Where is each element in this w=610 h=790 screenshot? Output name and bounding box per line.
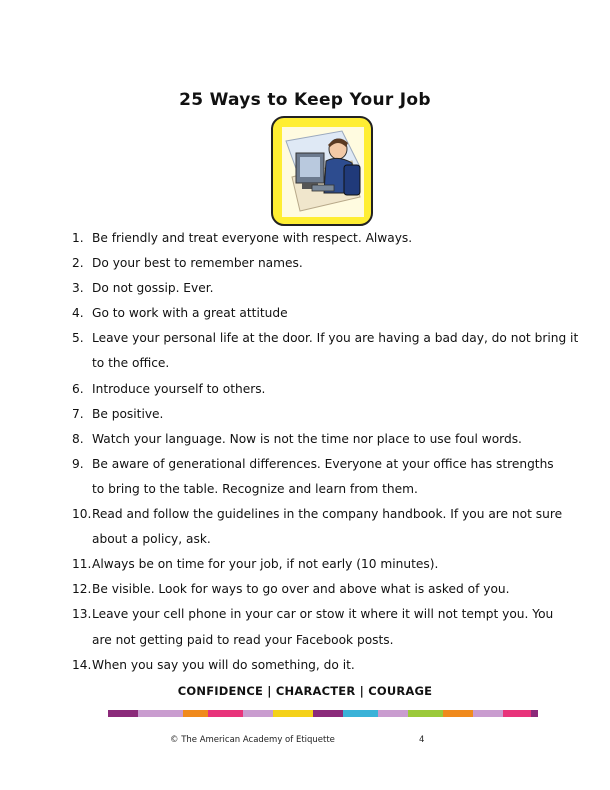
- strip-segment: [183, 710, 208, 717]
- item-number: 13.: [72, 607, 92, 622]
- item-text: Go to work with a great attitude: [92, 306, 288, 321]
- list-item: [72, 577, 592, 602]
- strip-segment: [243, 710, 273, 717]
- item-number: 3.: [72, 281, 84, 296]
- computer-worker-icon: [282, 127, 364, 217]
- item-text: Watch your language. Now is not the time nor place to use foul words.: [92, 431, 522, 446]
- strip-segment: [503, 710, 531, 717]
- list-item: [72, 653, 592, 678]
- item-number: 11.: [72, 557, 92, 572]
- item-text: When you say you will do something, do it.: [92, 657, 355, 672]
- strip-segment: [408, 710, 443, 717]
- item-number: 7.: [72, 406, 84, 421]
- tips-list: [72, 226, 592, 678]
- list-item: [72, 226, 592, 251]
- item-number: 10.: [72, 507, 92, 522]
- strip-segment: [138, 710, 183, 717]
- item-text: Do not gossip. Ever.: [92, 281, 214, 296]
- item-number: 4.: [72, 306, 84, 321]
- strip-segment: [443, 710, 473, 717]
- list-item: [72, 502, 592, 552]
- item-text: Leave your cell phone in your car or stow it where it will not tempt you. You: [92, 607, 554, 622]
- item-text: Read and follow the guidelines in the company handbook. If you are not sure: [92, 507, 563, 522]
- list-item: [72, 301, 592, 326]
- page-number: 4: [419, 735, 425, 745]
- list-item: [72, 326, 592, 376]
- strip-segment: [108, 710, 138, 717]
- strip-segment: [208, 710, 243, 717]
- decorative-color-strip: [108, 710, 538, 717]
- item-number: 2.: [72, 256, 84, 271]
- item-text: Introduce yourself to others.: [92, 381, 266, 396]
- strip-segment: [313, 710, 343, 717]
- strip-segment: [273, 710, 313, 717]
- list-item: [72, 552, 592, 577]
- item-text: Leave your personal life at the door. If you are having a bad day, do not bring it: [92, 331, 579, 346]
- item-text-continued: to the office.: [92, 356, 170, 371]
- office-worker-clipart: [271, 116, 373, 226]
- tagline: CONFIDENCE | CHARACTER | COURAGE: [177, 684, 433, 698]
- strip-segment: [378, 710, 408, 717]
- item-text-continued: are not getting paid to read your Facebook posts.: [92, 632, 394, 647]
- item-number: 1.: [72, 231, 84, 245]
- page-title: 25 Ways to Keep Your Job: [179, 90, 431, 110]
- footer-copyright: © The American Academy of Etiquette: [170, 735, 335, 745]
- list-item: [72, 377, 592, 402]
- strip-segment: [531, 710, 538, 717]
- item-number: 8.: [72, 431, 84, 446]
- list-item: [72, 452, 592, 502]
- item-text: Be aware of generational differences. Everyone at your office has strengths: [92, 456, 554, 471]
- list-item: [72, 427, 592, 452]
- item-text: Do your best to remember names.: [92, 256, 303, 271]
- list-item: [72, 402, 592, 427]
- list-item: [72, 276, 592, 301]
- item-number: 6.: [72, 381, 84, 396]
- list-item: [72, 602, 592, 652]
- item-text: Be visible. Look for ways to go over and above what is asked of you.: [92, 582, 510, 597]
- item-number: 14.: [72, 657, 92, 672]
- item-text-continued: about a policy, ask.: [92, 532, 211, 547]
- strip-segment: [473, 710, 503, 717]
- item-number: 9.: [72, 456, 84, 471]
- item-text: Be positive.: [92, 406, 164, 421]
- item-text-continued: to bring to the table. Recognize and learn from them.: [92, 481, 418, 496]
- item-text: Always be on time for your job, if not early (10 minutes).: [92, 557, 439, 572]
- item-number: 5.: [72, 331, 84, 346]
- strip-segment: [343, 710, 378, 717]
- item-number: 12.: [72, 582, 92, 597]
- item-text: Be friendly and treat everyone with respect. Always.: [92, 231, 413, 245]
- list-item: [72, 251, 592, 276]
